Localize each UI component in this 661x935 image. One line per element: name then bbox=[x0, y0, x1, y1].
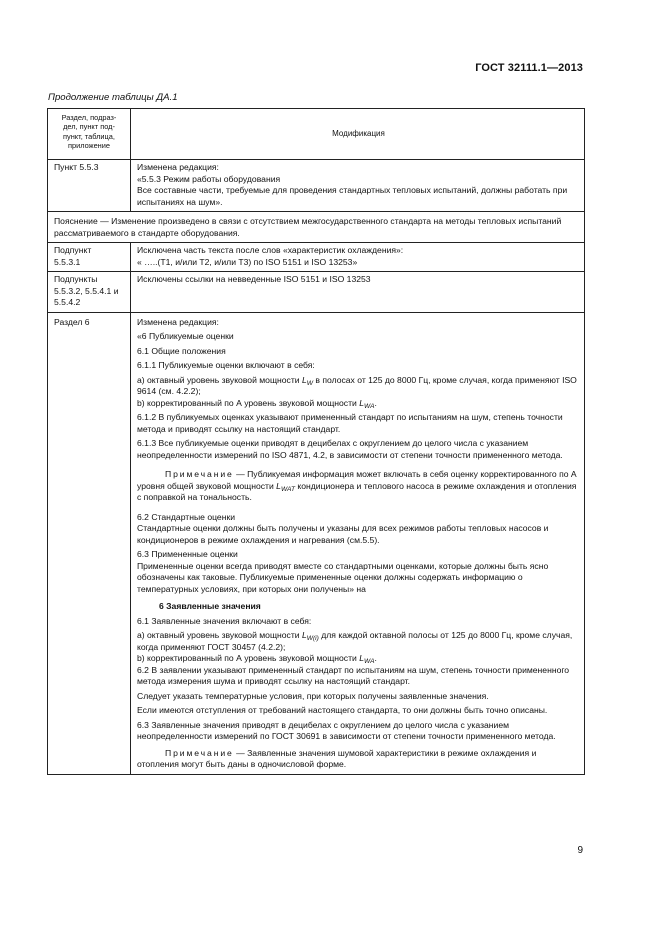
row-section-cell: Подпункты 5.5.3.2, 5.5.4.1 и 5.5.4.2 bbox=[48, 272, 131, 313]
note-paragraph: Примечание — Заявленные значения шумовой характеристики в режиме охлаждения и отопления могут быть даны в одночисловой форме. bbox=[137, 747, 537, 769]
table-row-explanation bbox=[48, 212, 585, 243]
row-section-cell: Раздел 6 bbox=[48, 312, 131, 774]
column-header-section: Раздел, подраз- дел, пункт под- пункт, таблица, приложение bbox=[48, 109, 131, 160]
table-header-row bbox=[48, 109, 585, 160]
declared-values-heading: 6 Заявленные значения bbox=[159, 601, 261, 611]
row-modification-cell: Исключена часть текста после слов «характеристик охлаждения»: « …..(Т1, и/или Т2, и/или Т3) по ISO 5151 и ISO 13253» bbox=[131, 243, 585, 272]
table-row bbox=[48, 312, 585, 774]
row-modification-cell: Изменена редакция: «6 Публикуемые оценки 6.1 Общие положения 6.1.1 Публикуемые оценки включают в себя: a) октавный уровень звуковой мощности $L_W$ в полосах от 125 до 8000 Гц, кроме случая, когда применяют ISO 9614 (см. 4.2.2); b) корректированный по А уровень звуковой мощности $L_{WA}$. 6.1.2 В публикуемых оценках указывают примененный стандарт по испытаниям на шум, степень точности метода и приводят ссылку на настоящий стандарт. 6.1.3 Все публикуемые оценки приводят в децибелах с округлением до целого числа с указанием неопределенности измерений по ISO 4871, 4.2, в зависимости от степени точности примененного метода. Примечание — Публикуемая информация может включать в себя оценку корректированного по А уровня общей звуковой мощности $L_{WAT}$ кондиционера и теплового насоса в режиме охлаждения и отопления с поправкой на тональность. 6.2 Стандартные оценки Стандартные оценки должны быть получены и указаны для всех режимов работы тепловых насосов и кондиционеров в режиме охлаждения и нагревания (см.5.5). 6.3 Примененные оценки Примененные оценки всегда приводят вместе со стандартными оценками, которые должны быть ясно обозначены как таковые. Публикуемые примененные оценки должны содержать информацию о температурных условиях, при которых они получены» на 6 Заявленные значения 6.1 Заявленные значения включают в себя: a) октавный уровень звуковой мощности $L_{W(i)}$ для каждой октавной полосы от 125 до 8000 Гц, кроме случая, когда применяют ГОСТ 30457 (4.2.2); b) корректированный по А уровень звуковой мощности $L_{WA}$. 6.2 В заявлении указывают примененный стандарт по испытаниям на шум, степень точности примененного метода измерения шума и приводят ссылку на настоящий стандарт. Следует указать температурные условия, при которых получены заявленные значения. Если имеются отступления от требований настоящего стандарта, то они должны быть точно описаны. 6.3 Заявленные значения приводят в децибелах с округлением до целого числа с указанием неопределенности измерений по ГОСТ 30691 в зависимости от степени точности примененного метода. Примечание — Заявленные значения шумовой характеристики в режиме охлаждения и отопления могут быть даны в одночисловой форме. bbox=[131, 312, 585, 774]
table-continuation-caption: Продолжение таблицы ДА.1 bbox=[48, 92, 178, 103]
page-number: 9 bbox=[577, 845, 583, 856]
table-row bbox=[48, 272, 585, 313]
row-section-cell: Подпункт 5.5.3.1 bbox=[48, 243, 131, 272]
standard-code: ГОСТ 32111.1—2013 bbox=[475, 62, 583, 74]
table-row bbox=[48, 160, 585, 212]
explanation-cell: Пояснение — Изменение произведено в связи с отсутствием межгосударственного стандарта на методы тепловых испытаний рассматриваемого в стандарте оборудования. bbox=[48, 212, 585, 243]
row-modification-cell: Изменена редакция: «5.5.3 Режим работы оборудования Все составные части, требуемые для проведения стандартных тепловых испытаний, должны работать при испытаниях на шум». bbox=[131, 160, 585, 212]
note-paragraph: Примечание — Публикуемая информация может включать в себя оценку корректированного по А уровня общей звуковой мощности $L_{WAT}$ кондиционера и теплового насоса в режиме охлаждения и отопления с поправкой на тональность. bbox=[137, 469, 577, 502]
row-section-cell: Пункт 5.5.3 bbox=[48, 160, 131, 212]
row-modification-cell: Исключены ссылки на невведенные ISO 5151 и ISO 13253 bbox=[131, 272, 585, 313]
table-row bbox=[48, 243, 585, 272]
modifications-table bbox=[47, 108, 585, 775]
column-header-modification: Модификация bbox=[131, 109, 585, 160]
